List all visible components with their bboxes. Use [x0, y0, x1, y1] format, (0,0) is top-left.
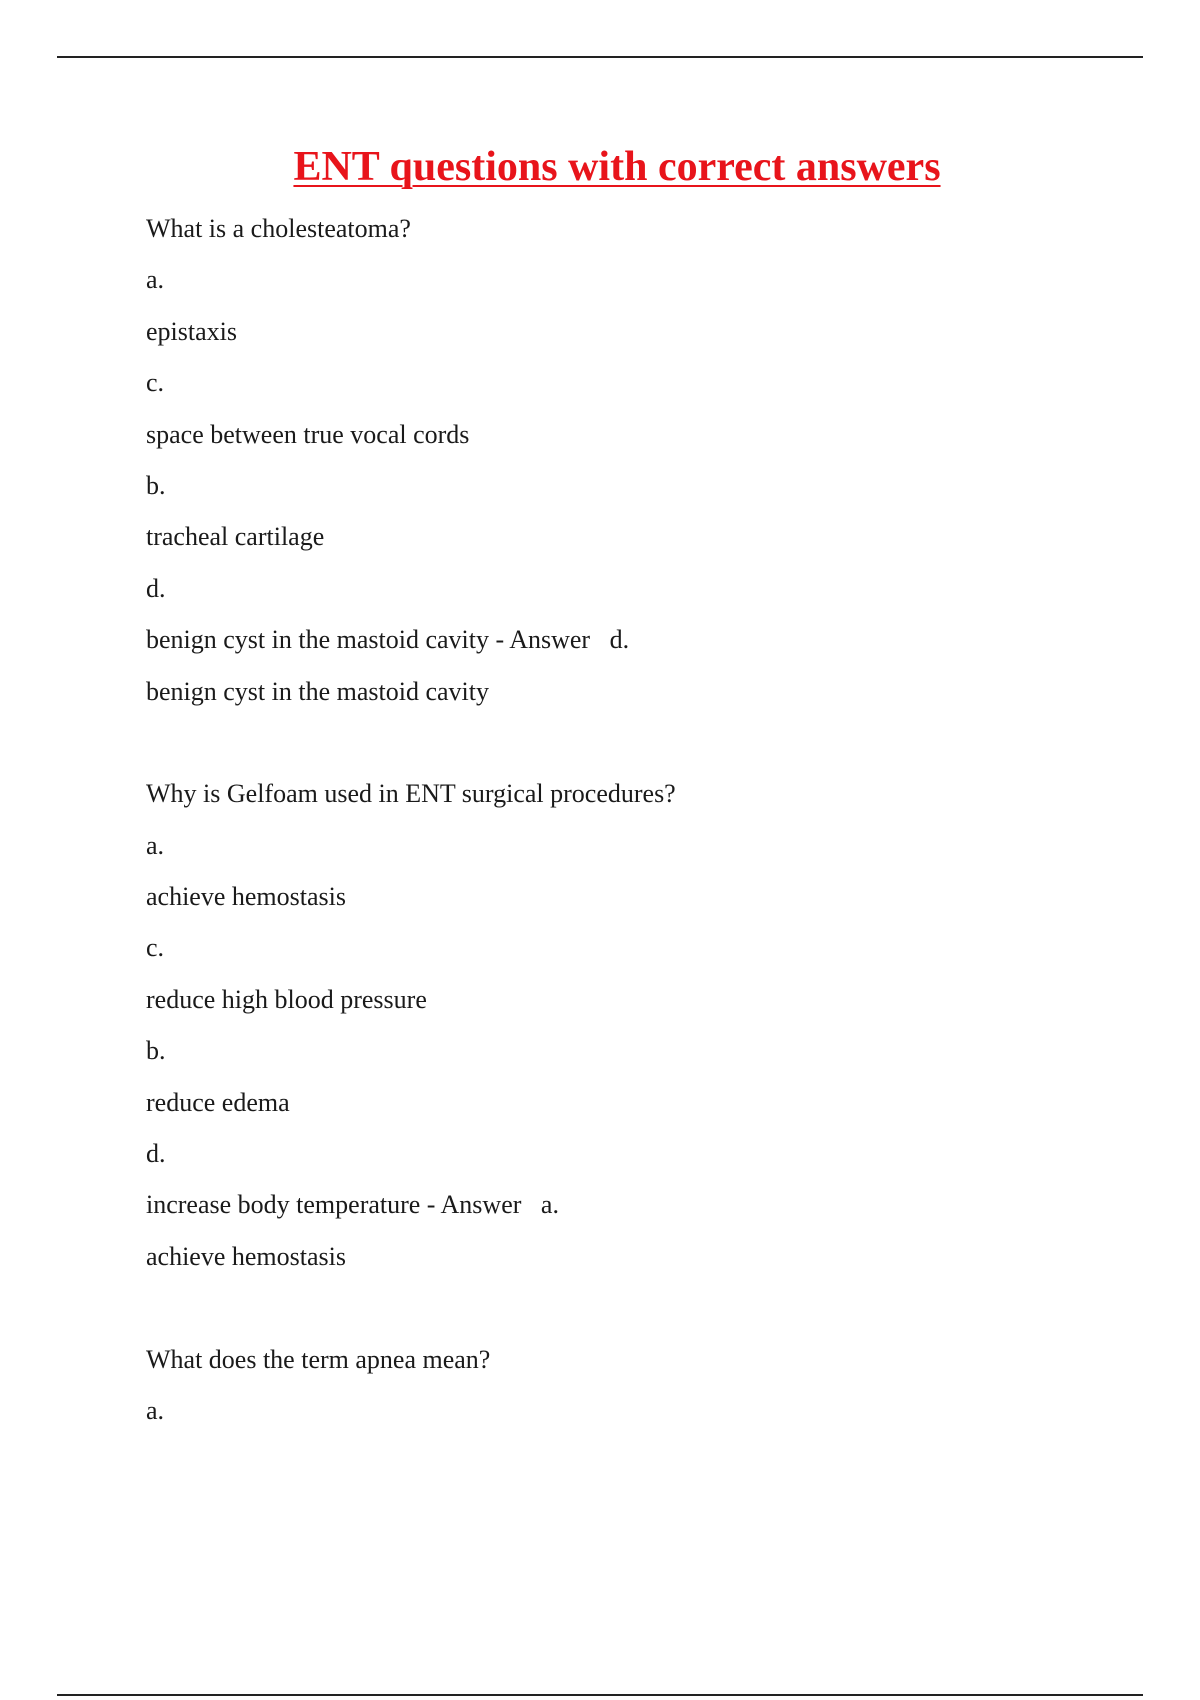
answer-text: achieve hemostasis: [146, 1241, 346, 1271]
answer-text: benign cyst in the mastoid cavity: [146, 676, 489, 706]
document-body: [146, 214, 1146, 1447]
question-text: What does the term apnea mean?: [146, 1344, 491, 1374]
document-title: ENT questions with correct answers: [293, 144, 941, 190]
option-text: tracheal cartilage: [146, 522, 325, 552]
option-letter: b.: [146, 470, 166, 500]
option-letter: b.: [146, 1036, 166, 1066]
top-rule: [57, 56, 1143, 58]
option-text: reduce high blood pressure: [146, 984, 427, 1014]
option-text: achieve hemostasis: [146, 882, 346, 912]
bottom-rule: [57, 1694, 1143, 1696]
option-text: epistaxis: [146, 316, 237, 346]
option-letter: d.: [146, 573, 166, 603]
option-letter: a.: [146, 1395, 165, 1425]
question-text: Why is Gelfoam used in ENT surgical procedures?: [146, 779, 676, 809]
question-spacer: [146, 728, 1146, 779]
question-spacer: [146, 1293, 1146, 1344]
option-letter: d.: [146, 1139, 166, 1169]
option-letter: c.: [146, 933, 165, 963]
option-text: reduce edema: [146, 1087, 290, 1117]
answer-line: increase body temperature - Answer a.: [146, 1190, 559, 1220]
option-letter: c.: [146, 368, 165, 398]
option-letter: a.: [146, 265, 165, 295]
option-letter: a.: [146, 830, 165, 860]
question-text: What is a cholesteatoma?: [146, 214, 411, 243]
option-text: space between true vocal cords: [146, 419, 470, 449]
answer-line: benign cyst in the mastoid cavity - Answer d.: [146, 625, 630, 655]
